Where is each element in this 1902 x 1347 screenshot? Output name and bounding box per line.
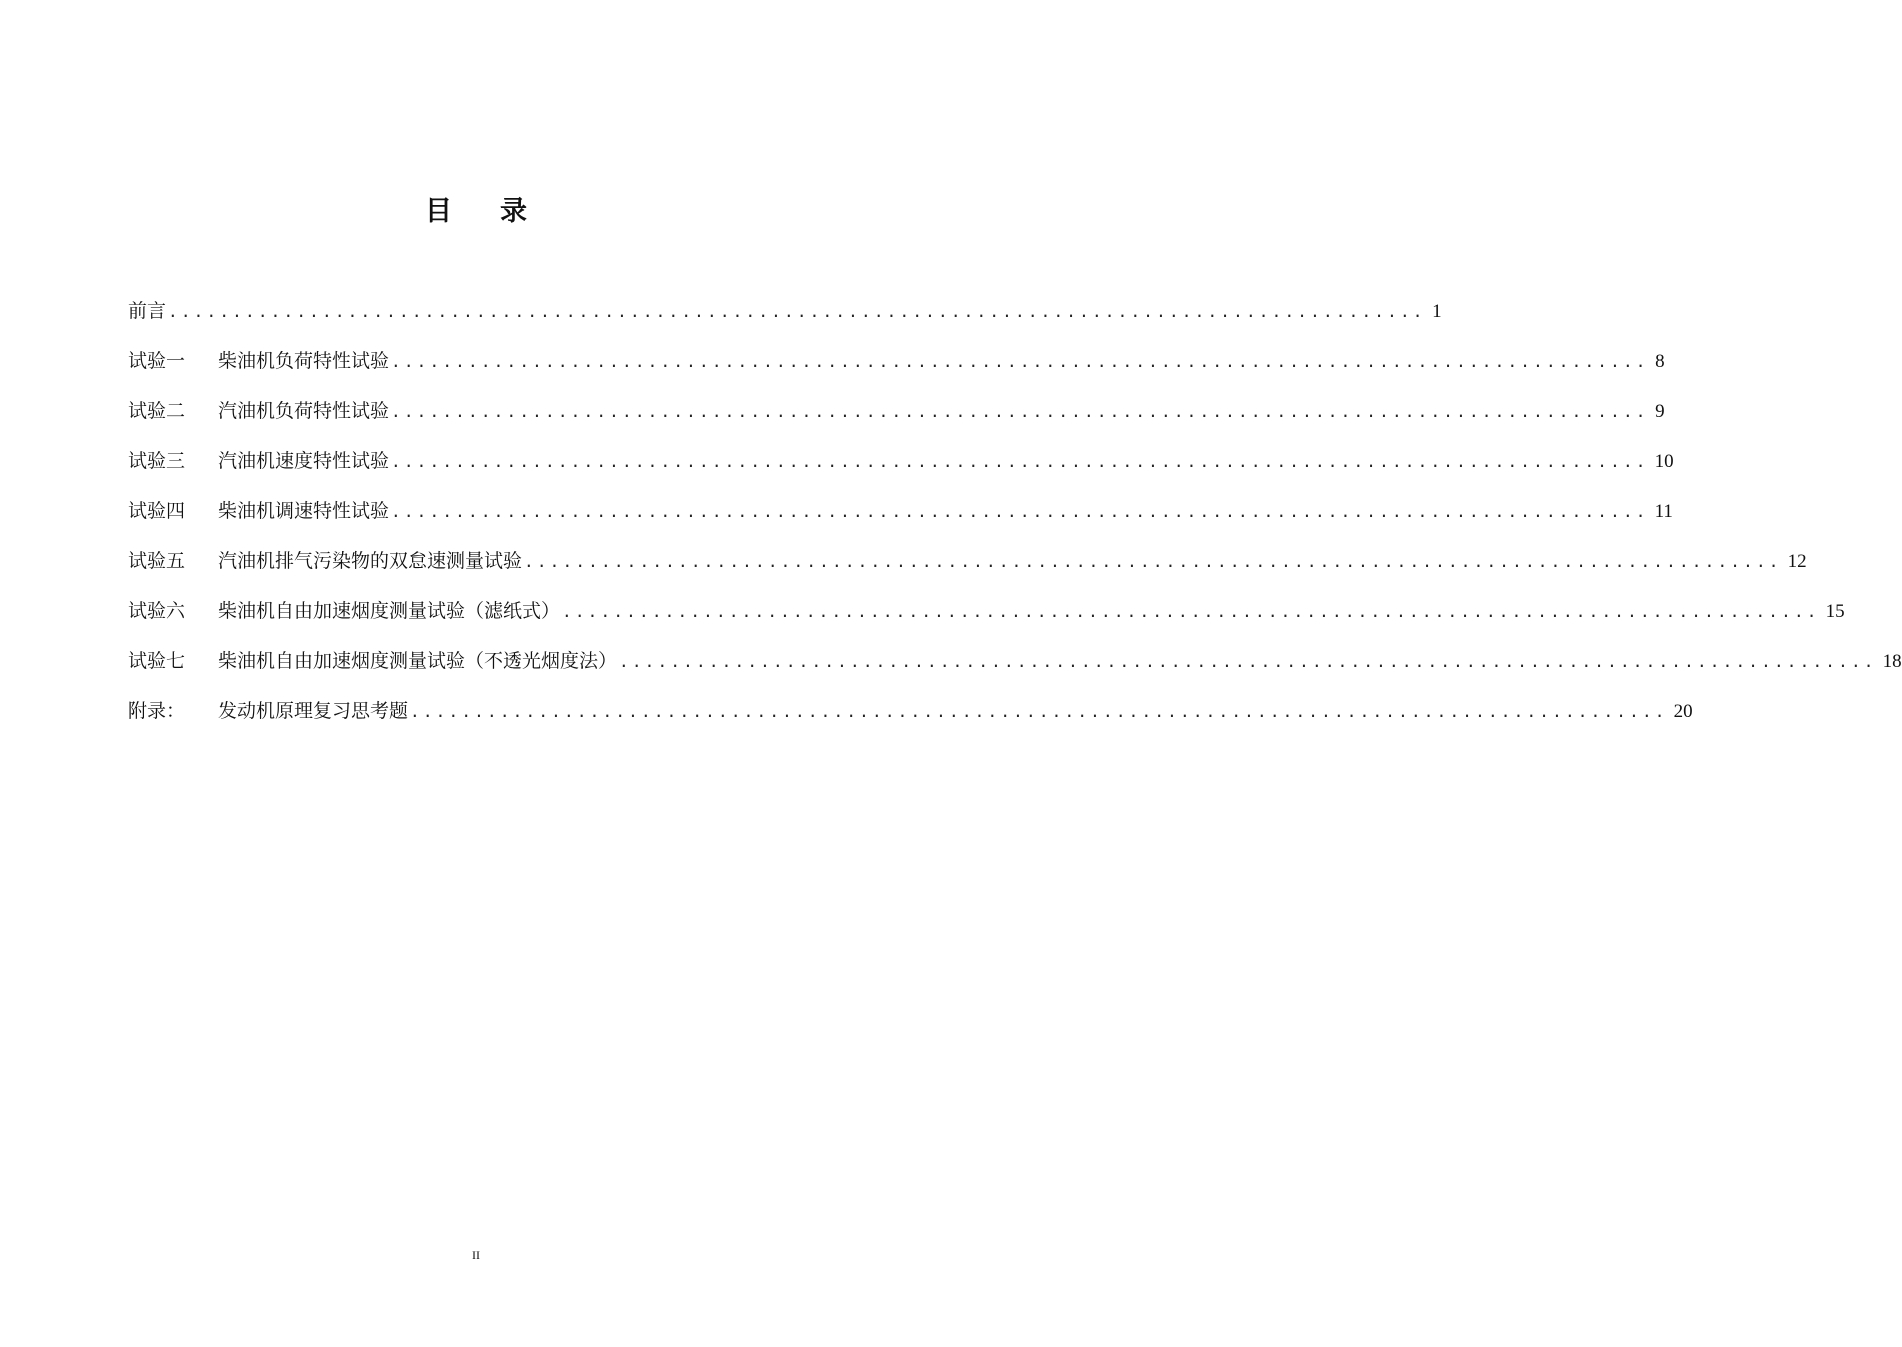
toc-entry-label: 试验二	[128, 400, 186, 422]
toc-entry-page: 8	[1655, 351, 1665, 372]
toc-entry-page: 11	[1654, 501, 1673, 522]
toc-entry-title: 发动机原理复习思考题	[218, 700, 409, 722]
toc-entry-experiment-1[interactable]	[128, 343, 1665, 393]
toc-entry-page: 20	[1673, 701, 1693, 722]
toc-entry-experiment-3[interactable]	[128, 443, 1674, 493]
toc-entry-label: 试验三	[128, 450, 186, 472]
toc-entry-label: 试验六	[128, 600, 186, 622]
toc-entry-title: 柴油机负荷特性试验	[218, 350, 390, 372]
toc-entry-page: 18	[1882, 651, 1902, 672]
toc-entry-title: 柴油机自由加速烟度测量试验（不透光烟度法）	[218, 650, 618, 672]
dot-leader: ..................................................................................................	[619, 652, 1877, 671]
toc-entry-title: 汽油机速度特性试验	[218, 450, 390, 472]
toc-entry-page: 1	[1432, 301, 1442, 322]
toc-entry-page: 10	[1654, 451, 1674, 472]
dot-leader: ..................................................................................................	[391, 402, 1649, 421]
toc-entry-title: 柴油机调速特性试验	[218, 500, 390, 522]
toc-entry-label: 前言	[128, 300, 167, 322]
dot-leader: ..................................................................................................	[562, 602, 1820, 621]
toc-entry-label: 试验一	[128, 350, 186, 372]
dot-leader: ..................................................................................................	[391, 452, 1649, 471]
toc-entry-experiment-4[interactable]	[128, 493, 1673, 543]
toc-entry-page: 15	[1825, 601, 1845, 622]
toc-entry-title: 汽油机负荷特性试验	[218, 400, 390, 422]
toc-entry-experiment-7[interactable]	[128, 643, 1902, 693]
dot-leader: ..................................................................................................	[410, 702, 1668, 721]
toc-entry-page: 9	[1655, 401, 1665, 422]
dot-leader: ..................................................................................................	[168, 302, 1426, 321]
toc-entry-label: 试验五	[128, 550, 186, 572]
page-number: II	[472, 1248, 480, 1262]
dot-leader: ..................................................................................................	[391, 502, 1649, 521]
toc-entry-experiment-2[interactable]	[128, 393, 1665, 443]
toc-entry-preface[interactable]	[128, 293, 1442, 343]
page-title: 目录	[425, 196, 575, 227]
toc-entry-experiment-6[interactable]	[128, 593, 1845, 643]
dot-leader: ..................................................................................................	[391, 352, 1649, 371]
table-of-contents	[128, 293, 1902, 743]
toc-entry-page: 12	[1787, 551, 1807, 572]
dot-leader: ..................................................................................................	[524, 552, 1782, 571]
toc-entry-label: 附录：	[128, 700, 186, 722]
toc-entry-title: 汽油机排气污染物的双怠速测量试验	[218, 550, 523, 572]
toc-entry-label: 试验四	[128, 500, 186, 522]
toc-entry-experiment-5[interactable]	[128, 543, 1807, 593]
toc-entry-appendix[interactable]	[128, 693, 1693, 743]
toc-entry-title: 柴油机自由加速烟度测量试验（滤纸式）	[218, 600, 561, 622]
toc-entry-label: 试验七	[128, 650, 186, 672]
